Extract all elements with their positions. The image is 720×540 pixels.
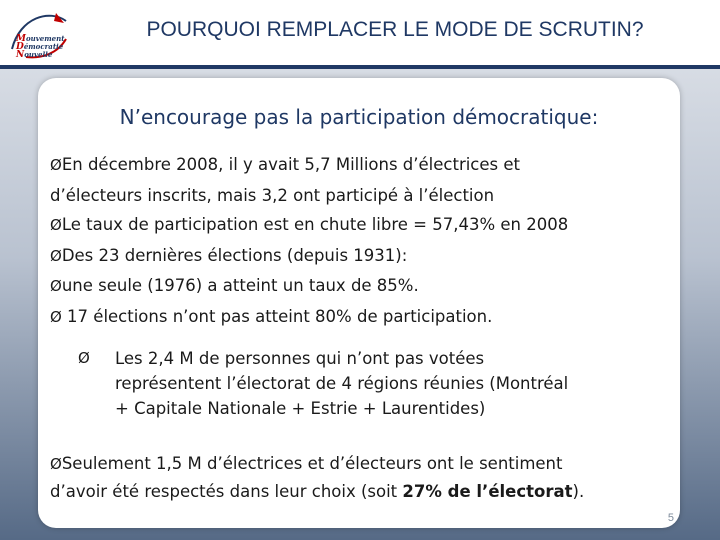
sub-bullet <box>78 346 678 421</box>
bullet-item: ØSeulement 1,5 M d’électrices et d’électeurs ont le sentiment <box>50 454 563 473</box>
bullet-continuation: d’électeurs inscrits, mais 3,2 ont participé à l’élection <box>50 185 495 205</box>
bullet-item: ØLe taux de participation est en chute libre = 57,43% en 2008 <box>50 215 569 234</box>
bullet-list <box>50 150 678 332</box>
arrow-bullet-icon: Ø <box>50 216 62 234</box>
arrow-bullet-icon: Ø <box>50 156 62 174</box>
sub-bullet-text <box>115 346 678 421</box>
slide-title: POURQUOI REMPLACER LE MODE DE SCRUTIN? <box>146 18 644 41</box>
bullet-item: ØEn décembre 2008, il y avait 5,7 Millions d’électrices et <box>50 155 520 174</box>
arrow-bullet-icon: Ø <box>50 307 62 326</box>
bullet-item: Ø 17 élections n’ont pas atteint 80% de participation. <box>50 306 493 326</box>
sub-bullet-line: + Capitale Nationale + Estrie + Laurentides) <box>115 399 486 418</box>
sub-bullet-line: représentent l’électorat de 4 régions réunies (Montréal <box>115 374 569 393</box>
sub-bullet-line: Les 2,4 M de personnes qui n’ont pas votées <box>115 349 485 368</box>
logo <box>6 9 70 61</box>
final-bullet <box>50 450 678 505</box>
logo-line-3: Nouvelle <box>16 50 53 60</box>
arrow-bullet-icon: Ø <box>50 246 62 265</box>
arrow-bullet-icon: Ø <box>50 277 62 295</box>
header <box>0 0 720 66</box>
logo-line-2: Démocratie <box>16 42 64 52</box>
logo-text <box>16 35 64 59</box>
card-subtitle: N’encourage pas la participation démocratique: <box>119 105 599 129</box>
bullet-item: ØDes 23 dernières élections (depuis 1931): <box>50 245 408 265</box>
logo-line-1: Mouvement <box>16 34 65 44</box>
arrow-bullet-icon: Ø <box>78 349 90 367</box>
bullet-continuation: d’avoir été respectés dans leur choix (soit 27% de l’électorat). <box>50 482 585 501</box>
bullet-item: Øune seule (1976) a atteint un taux de 85%. <box>50 276 419 295</box>
content-card <box>38 78 680 528</box>
page-number: 5 <box>667 512 674 524</box>
arrow-bullet-icon: Ø <box>50 455 62 473</box>
emphasis-text: 27% de l’électorat <box>402 482 573 501</box>
